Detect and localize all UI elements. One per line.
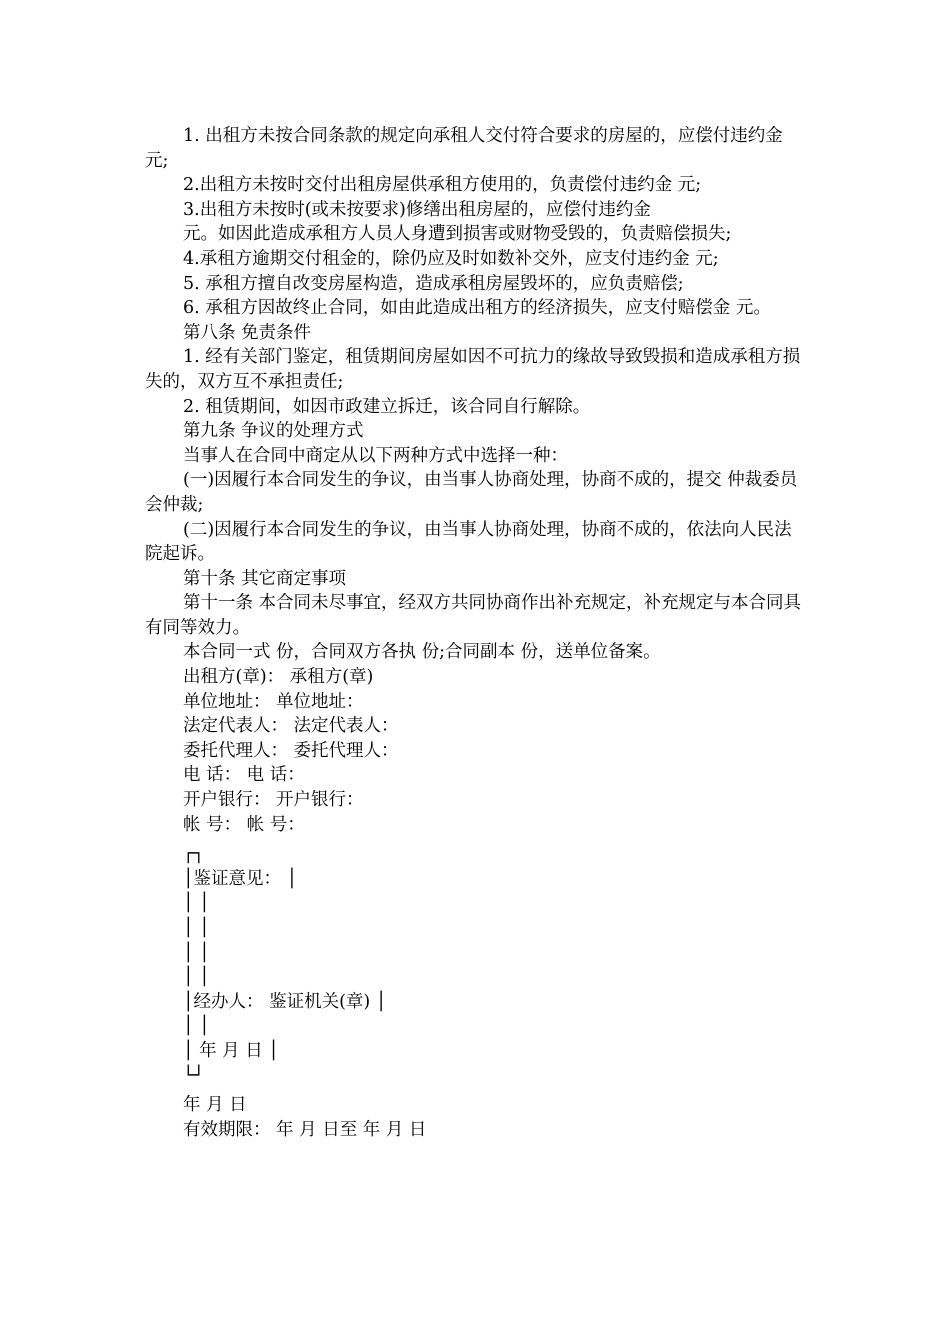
signature-agent: 委托代理人： 委托代理人： — [183, 740, 399, 761]
clause-line-3-continued: 元。如因此造成承租方人员人身遭到损害或财物受毁的，负责赔偿损失; — [183, 224, 732, 245]
verification-opinion: │鉴证意见： │ — [183, 868, 298, 889]
verification-box-row: │ │ — [183, 967, 210, 988]
verification-box-bottom: └┘ — [183, 1065, 205, 1086]
signature-parties: 出租方(章)： 承租方(章) — [183, 667, 374, 688]
verification-handler: │经办人： 鉴证机关(章) │ — [183, 991, 387, 1012]
verification-box-row: │ │ — [183, 893, 210, 914]
signature-legal-rep: 法定代表人： 法定代表人： — [183, 716, 399, 737]
document-body — [145, 124, 805, 1142]
clause-line-4: 4.承租方逾期交付租金的，除仍应及时如数补交外，应支付违约金 元; — [183, 248, 719, 269]
verification-box-top: ┌┐ — [183, 844, 205, 865]
sign-date: 年 月 日 — [183, 1095, 247, 1116]
clause-line-3: 3.出租方未按时(或未按要求)修缮出租房屋的，应偿付违约金 — [183, 199, 651, 220]
signature-address: 单位地址： 单位地址： — [183, 691, 364, 712]
clause-line-6: 6. 承租方因故终止合同，如由此造成出租方的经济损失，应支付赔偿金 元。 — [183, 298, 771, 319]
clause-line-2: 2.出租方未按时交付出租房屋供承租方使用的，负责偿付违约金 元; — [183, 175, 702, 196]
signature-phone: 电 话： 电 话： — [183, 765, 305, 786]
exemption-line-1: 1. 经有关部门鉴定，租赁期间房屋如因不可抗力的缘故导致毁损和造成承租方损失的，双方互不承担责任; — [145, 347, 801, 392]
verification-box-row: │ │ — [183, 1016, 210, 1037]
section-heading-10: 第十条 其它商定事项 — [183, 568, 347, 589]
copies-text: 本合同一式 份，合同双方各执 份;合同副本 份，送单位备案。 — [183, 642, 661, 663]
clause-line-1: 1. 出租方未按合同条款的规定向承租人交付符合要求的房屋的，应偿付违约金 元; — [145, 126, 789, 171]
validity-period: 有效期限： 年 月 日至 年 月 日 — [183, 1119, 427, 1140]
signature-bank: 开户银行： 开户银行： — [183, 790, 364, 811]
dispute-option-2: (二)因履行本合同发生的争议，由当事人协商处理，协商不成的，依法向人民法院起诉。 — [145, 519, 792, 565]
section-heading-8: 第八条 免责条件 — [183, 322, 312, 343]
signature-account: 帐 号： 帐 号： — [183, 814, 305, 835]
clause-line-5: 5. 承租方擅自改变房屋构造，造成承租房屋毁坏的，应负责赔偿; — [183, 273, 684, 294]
dispute-intro: 当事人在合同中商定从以下两种方式中选择一种： — [183, 445, 568, 466]
dispute-option-1: (一)因履行本合同发生的争议，由当事人协商处理，协商不成的，提交 仲裁委员会仲裁; — [145, 470, 798, 515]
verification-date: │ 年 月 日 │ — [183, 1040, 279, 1061]
section-11-text: 第十一条 本合同未尽事宜，经双方共同协商作出补充规定，补充规定与本合同具有同等效力。 — [145, 593, 802, 638]
verification-box-row: │ │ — [183, 918, 210, 938]
verification-box-row: │ │ — [183, 942, 210, 963]
exemption-line-2: 2. 租赁期间，如因市政建立拆迁，该合同自行解除。 — [183, 396, 591, 417]
section-heading-9: 第九条 争议的处理方式 — [183, 421, 364, 442]
